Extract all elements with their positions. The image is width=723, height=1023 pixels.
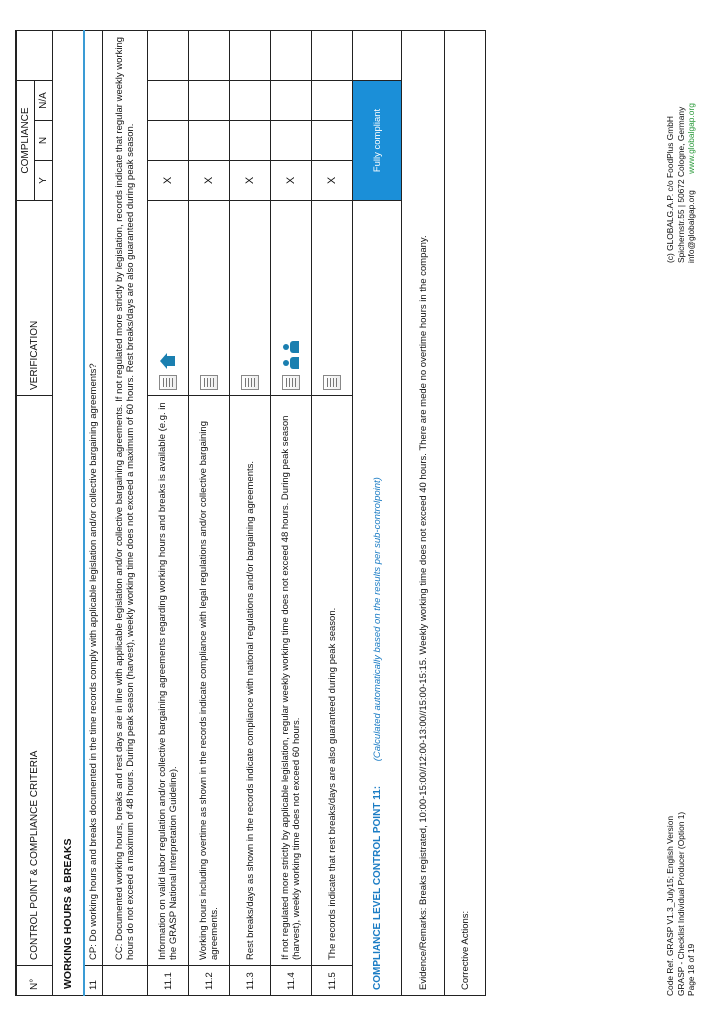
- col-na-header: N/A: [35, 80, 53, 120]
- footer-right: [665, 23, 697, 263]
- section-title-row: [53, 30, 85, 995]
- footer-address: Spichernstr.55 | 50672 Cologne, Germany: [675, 106, 686, 263]
- footer-copyright: (c) GLOBALG.A.P. c/o FoodPlus GmbH: [665, 116, 675, 263]
- compliance-level-row: [353, 30, 402, 995]
- section-number: 11: [84, 966, 103, 996]
- evidence-remarks[interactable]: Evidence/Remarks: Breaks registrated, 10:00-15:00//12:00-13:00//15:00-15:15. Weekly working time does not exceed 40 hours. There are mede no overtime hours in the company.: [402, 30, 445, 995]
- row-y[interactable]: X: [312, 161, 353, 201]
- table-row: [148, 30, 189, 995]
- footer-website[interactable]: www.globalgap.org: [686, 103, 696, 174]
- row-number: 11.5: [312, 966, 353, 996]
- row-text: Information on valid labor regulation and/or collective bargaining agreements regarding working hours and breaks is available (e.g. in the GRASP National Interpretation Guideline).: [148, 396, 189, 966]
- row-number: 11.3: [230, 966, 271, 996]
- compliance-level-note: (Calculated automatically based on the results per sub-controlpoint): [371, 477, 383, 762]
- compliance-level-label: COMPLIANCE LEVEL CONTROL POINT 11:: [371, 785, 383, 990]
- row-verification: [189, 201, 230, 396]
- row-n[interactable]: [271, 121, 312, 161]
- col-compliance-header: COMPLIANCE: [16, 80, 35, 200]
- section-cp: CP: Do working hours and breaks documented in the time records comply with applicable legislation and/or collective bargaining agreements?: [84, 30, 103, 965]
- row-verification: [230, 201, 271, 396]
- row-na[interactable]: [189, 80, 230, 120]
- person-icon: [283, 341, 299, 353]
- col-spacer-header: [16, 30, 53, 80]
- row-number: 11.4: [271, 966, 312, 996]
- document-icon: [323, 375, 341, 390]
- col-criteria-header: CONTROL POINT & COMPLIANCE CRITERIA: [16, 396, 53, 966]
- row-y[interactable]: X: [148, 161, 189, 201]
- col-y-header: Y: [35, 161, 53, 201]
- row-text: Working hours including overtime as shown in the records indicate compliance with legal regulations and/or collective bargaining agreements.: [189, 396, 230, 966]
- col-verification-header: VERIFICATION: [16, 201, 53, 396]
- row-text: Rest breaks/days as shown in the records indicate compliance with national regulations and/or bargaining agreements.: [230, 396, 271, 966]
- row-na[interactable]: [230, 80, 271, 120]
- document-icon: [241, 375, 259, 390]
- footer-checklist-name: GRASP - Checklist Individual Producer (Option 1): [675, 811, 686, 996]
- checklist-table: [15, 30, 486, 996]
- cc-row: [103, 30, 148, 995]
- row-y[interactable]: X: [230, 161, 271, 201]
- row-na[interactable]: [148, 80, 189, 120]
- table-row: [189, 30, 230, 995]
- house-icon: [160, 353, 176, 369]
- evidence-row: [402, 30, 445, 995]
- compliance-level-value: Fully compliant: [353, 80, 402, 200]
- document-icon: [200, 375, 218, 390]
- row-number: 11.2: [189, 966, 230, 996]
- footer-page-number: Page 18 of 19: [686, 943, 696, 996]
- table-row: [230, 30, 271, 995]
- row-y[interactable]: X: [189, 161, 230, 201]
- row-n[interactable]: [230, 121, 271, 161]
- person-icon: [283, 357, 299, 369]
- table-row: [271, 30, 312, 995]
- document-icon: [282, 375, 300, 390]
- row-text: The records indicate that rest breaks/days are also guaranteed during peak season.: [312, 396, 353, 966]
- col-n-header: N: [35, 121, 53, 161]
- row-verification: [148, 201, 189, 396]
- row-number: 11.1: [148, 966, 189, 996]
- row-n[interactable]: [148, 121, 189, 161]
- row-verification: [271, 201, 312, 396]
- row-text: If not regulated more strictly by applicable legislation, regular weekly working time does not exceed 48 hours. During peak season (harvest), weekly working time does not exceed 60 hours.: [271, 396, 312, 966]
- row-na[interactable]: [271, 80, 312, 120]
- section-cc: CC: Documented working hours, breaks and rest days are in line with applicable legislation and/or collective bargaining agreements. If not regulated more strictly by legislation, records indicate that regular weekly working hours do not exceed a maximum of 48 hours. During peak season (harvest), weekly working time does not exceed a maximum of 60 hours. Rest breaks/days are also guaranteed during peak season.: [103, 30, 148, 965]
- footer-left: [665, 666, 697, 996]
- header-row: [16, 30, 35, 995]
- corrective-row: [445, 30, 486, 995]
- row-y[interactable]: X: [271, 161, 312, 201]
- row-verification: [312, 201, 353, 396]
- row-na[interactable]: [312, 80, 353, 120]
- footer-email[interactable]: info@globalgap.org: [686, 190, 696, 263]
- footer-code-ref: Code Ref. GRASP V1.3_July15; English Version: [665, 815, 675, 996]
- table-row: [312, 30, 353, 995]
- row-n[interactable]: [312, 121, 353, 161]
- cp-row: [84, 30, 103, 995]
- col-no-header: N°: [16, 966, 53, 996]
- row-n[interactable]: [189, 121, 230, 161]
- document-icon: [159, 375, 177, 390]
- section-title: WORKING HOURS & BREAKS: [53, 30, 85, 995]
- corrective-actions[interactable]: Corrective Actions:: [445, 30, 486, 995]
